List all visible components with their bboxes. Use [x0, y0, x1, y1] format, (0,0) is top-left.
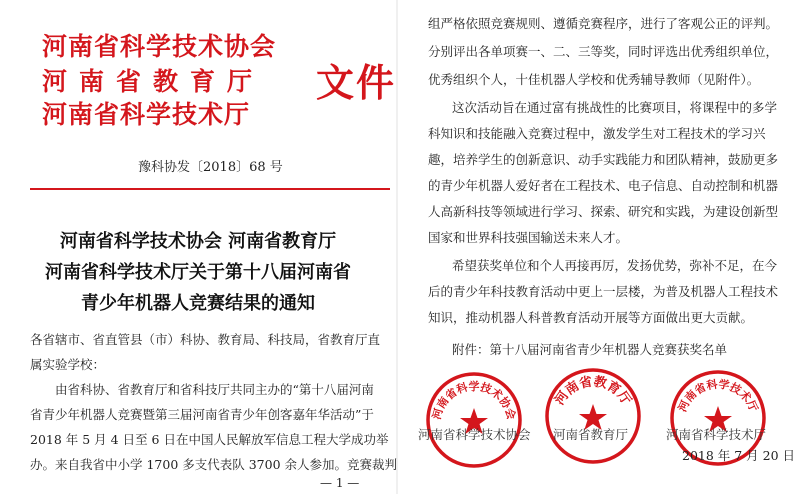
letterhead-org-2: 河南省教育厅 — [42, 67, 265, 96]
right-body-line: 分别评出各单项赛一、二、三等奖，同时评选出优秀组织单位， — [428, 44, 779, 59]
right-body-line: 优秀组织个人，十佳机器人学校和优秀辅导教师（见附件）。 — [428, 72, 760, 87]
letterhead-doc-type: 文件 — [316, 60, 397, 105]
page-number: — 1 — — [320, 476, 360, 490]
signature-org-1: 河南省科学技术协会 — [418, 427, 531, 442]
right-body-line: 的青少年机器人爱好者在工程技术、电子信息、自动控制和机器 — [428, 178, 779, 193]
seal-stamp-2 — [543, 366, 643, 466]
signature-org-3: 河南省科学技术厅 — [666, 427, 767, 442]
left-body-line: 省青少年机器人竞赛暨第三届河南省青少年创客嘉年华活动”于 — [30, 407, 374, 422]
left-body-line: 各省辖市、省直管县（市）科协、教育局、科技局，省教育厅直 — [30, 332, 381, 347]
right-body-line: 科知识和技能融入竞赛过程中，激发学生对工程技术的学习兴 — [428, 126, 766, 141]
signature-org-2: 河南省教育厅 — [553, 427, 629, 442]
right-body-line: 人高新科技等领域进行学习、探索、研究和实践，为建设创新型 — [428, 204, 779, 219]
right-body-line: 趣，培养学生的创新意识、动手实践能力和团队精神，鼓励更多 — [428, 152, 779, 167]
left-body-line: 属实验学校： — [30, 357, 106, 372]
right-body-line: 国家和世界科技强国输送未来人才。 — [428, 230, 629, 245]
document-number: 豫科协发〔2018〕68 号 — [138, 160, 283, 175]
letterhead-org-1: 河南省科学技术协会 — [42, 32, 277, 61]
right-body-line: 知识，推动机器人科普教育活动开展等方面做出更大贡献。 — [428, 310, 754, 325]
left-body-line: 2018 年 5 月 4 日至 6 日在中国人民解放军信息工程大学成功举 — [30, 432, 389, 447]
right-body-line: 希望获奖单位和个人再接再厉，发扬优势，弥补不足，在今 — [452, 258, 778, 273]
notice-title-line-1: 河南省科学技术协会 河南省教育厅 — [59, 231, 337, 252]
seal-2-graphic — [543, 366, 643, 466]
seal-1-ring-text: 河南省科学技术协会 — [430, 380, 518, 421]
notice-title-line-2: 河南省科学技术厅关于第十八届河南省 — [45, 262, 351, 283]
left-body-line: 办。来自我省中小学 1700 多支代表队 3700 余人参加。竞赛裁判 — [30, 457, 398, 472]
right-body-line: 后的青少年科技教育活动中更上一层楼，为普及机器人工程技术 — [428, 284, 779, 299]
notice-title-line-3: 青少年机器人竞赛结果的通知 — [81, 293, 315, 314]
seal-3-ring-text: 河南省科学技术厅 — [675, 377, 761, 414]
attachment-line: 附件：第十八届河南省青少年机器人竞赛获奖名单 — [452, 342, 728, 357]
issue-date: 2018 年 7 月 20 日 — [682, 448, 796, 463]
right-body-line: 这次活动旨在通过富有挑战性的比赛项目，将课程中的多学 — [452, 100, 778, 115]
seal-2-ring-text: 河南省教育厅 — [552, 374, 634, 409]
seal-stamp-1 — [424, 370, 524, 470]
red-separator-line — [30, 188, 390, 190]
right-body-line: 组严格依照竞赛规则、遵循竞赛程序，进行了客观公正的评判。 — [428, 16, 779, 31]
seal-1-graphic — [424, 370, 524, 470]
letterhead-org-3: 河南省科学技术厅 — [42, 100, 251, 129]
left-body-line: 由省科协、省教育厅和省科技厅共同主办的“第十八届河南 — [55, 382, 374, 397]
